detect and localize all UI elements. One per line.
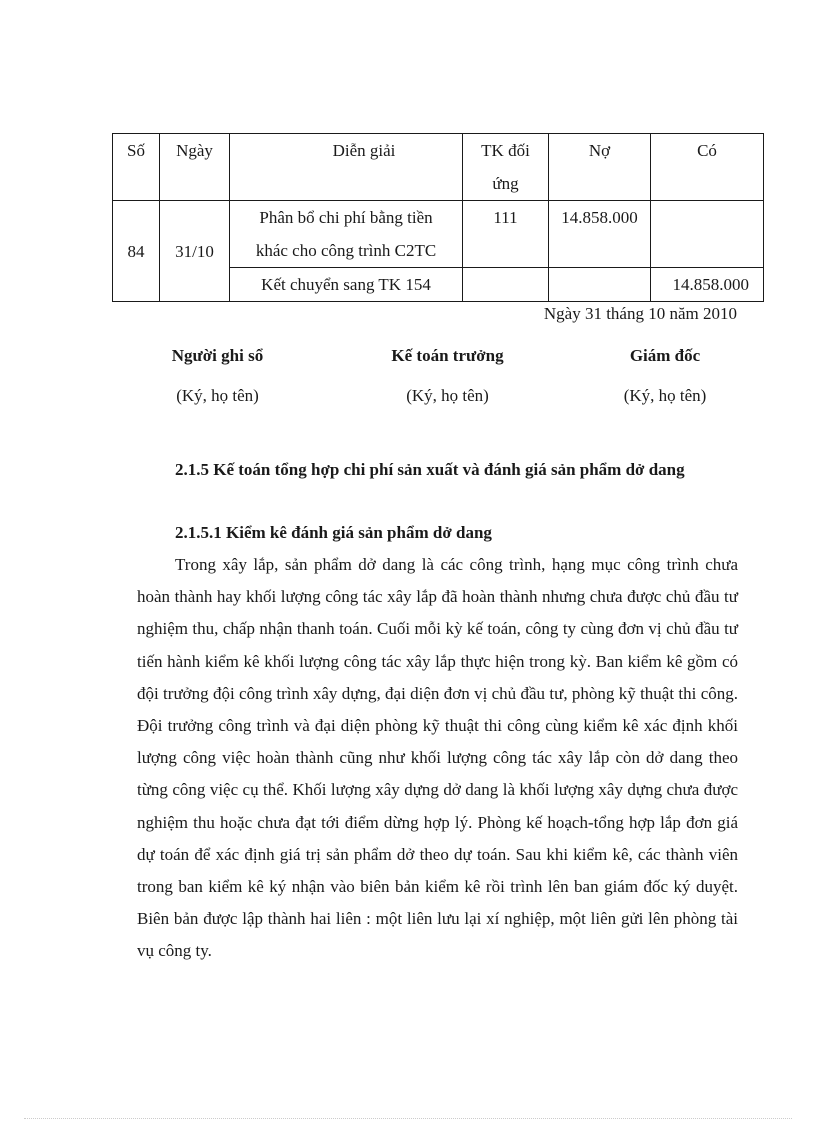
- body-paragraph: Trong xây lắp, sản phẩm dở dang là các công trình, hạng mục công trình chưa hoàn thành hay khối lượng công tác xây lắp đã hoàn thành nhưng chưa được chủ đầu tư nghiệm thu, chấp nhận thanh toán. Cuối mỗi kỳ kế toán, công ty cùng đơn vị chủ đầu tư tiến hành kiểm kê khối lượng công tác xây lắp thực hiện trong kỳ. Ban kiểm kê gồm có đội trưởng đội công trình xây dựng, đại diện đơn vị chủ đầu tư, phòng kỹ thuật thi công. Đội trưởng công trình và đại diện phòng kỹ thuật thi công cùng kiểm kê xác định khối lượng công việc hoàn thành cũng như khối lượng công tác xây lắp còn dở dang theo từng công việc cụ thể. Khối lượng xây dựng dở dang là khối lượng xây dựng chưa được nghiệm thu hoặc chưa đạt tới điểm dừng hợp lý. Phòng kế hoạch-tổng hợp lắp đơn giá dự toán để xác định giá trị sản phẩm dở theo dự toán. Sau khi kiểm kê, các thành viên trong ban kiểm kê ký nhận vào biên bản kiểm kê rồi trình lên ban giám đốc ký duyệt. Biên bản được lập thành hai liên : một liên lưu lại xí nghiệp, một liên gửi lên phòng tài vụ công ty.: [137, 555, 738, 961]
- signature-director: [570, 343, 760, 409]
- dien-giai-line1: Phân bổ chi phí bằng tiền: [259, 208, 433, 227]
- cell-so: 84: [113, 201, 160, 302]
- section-heading: 2.1.5 Kế toán tổng hợp chi phí sản xuất và đánh giá sản phẩm dở dang: [175, 460, 685, 479]
- cell-tk-1: 111: [463, 201, 549, 268]
- dien-giai-line2: khác cho công trình C2TC: [255, 241, 437, 260]
- signature-block: [110, 343, 760, 409]
- signature-chief-accountant: [338, 343, 558, 409]
- header-so: Số: [113, 134, 160, 201]
- signature-note: (Ký, họ tên): [176, 386, 259, 405]
- table-row: [113, 201, 764, 268]
- cell-tk-2: [463, 268, 549, 302]
- cell-dien-giai-1: [230, 201, 463, 268]
- signature-role: Giám đốc: [629, 346, 701, 365]
- cell-no-2: [549, 268, 651, 302]
- cell-no-1: 14.858.000: [549, 201, 651, 268]
- header-dien-giai: [230, 134, 463, 201]
- header-dien-giai-label: Diễn giải: [332, 141, 396, 160]
- signature-recorder: [110, 343, 325, 409]
- ledger-table: [112, 133, 764, 302]
- signature-role: Người ghi sổ: [171, 346, 264, 365]
- subsection-heading: 2.1.5.1 Kiểm kê đánh giá sản phẩm dở dang: [175, 523, 492, 542]
- table-header-row: [113, 134, 764, 201]
- cell-co-2: 14.858.000: [651, 268, 764, 302]
- signature-note: (Ký, họ tên): [623, 386, 707, 405]
- cell-dien-giai-2: Kết chuyển sang TK 154: [230, 268, 463, 302]
- signature-note: (Ký, họ tên): [406, 386, 489, 405]
- header-tk-line1: TK đối: [481, 141, 530, 160]
- cell-co-1: [651, 201, 764, 268]
- header-ngay: Ngày: [160, 134, 230, 201]
- signature-role: Kế toán trưởng: [391, 346, 504, 365]
- header-no: Nợ: [549, 134, 651, 201]
- header-tk-line2: ứng: [492, 174, 519, 193]
- page-footer-divider: [24, 1118, 792, 1119]
- cell-ngay: 31/10: [160, 201, 230, 302]
- date-line: Ngày 31 tháng 10 năm 2010: [543, 304, 737, 323]
- header-co: Có: [651, 134, 764, 201]
- header-tk-doi-ung: [463, 134, 549, 201]
